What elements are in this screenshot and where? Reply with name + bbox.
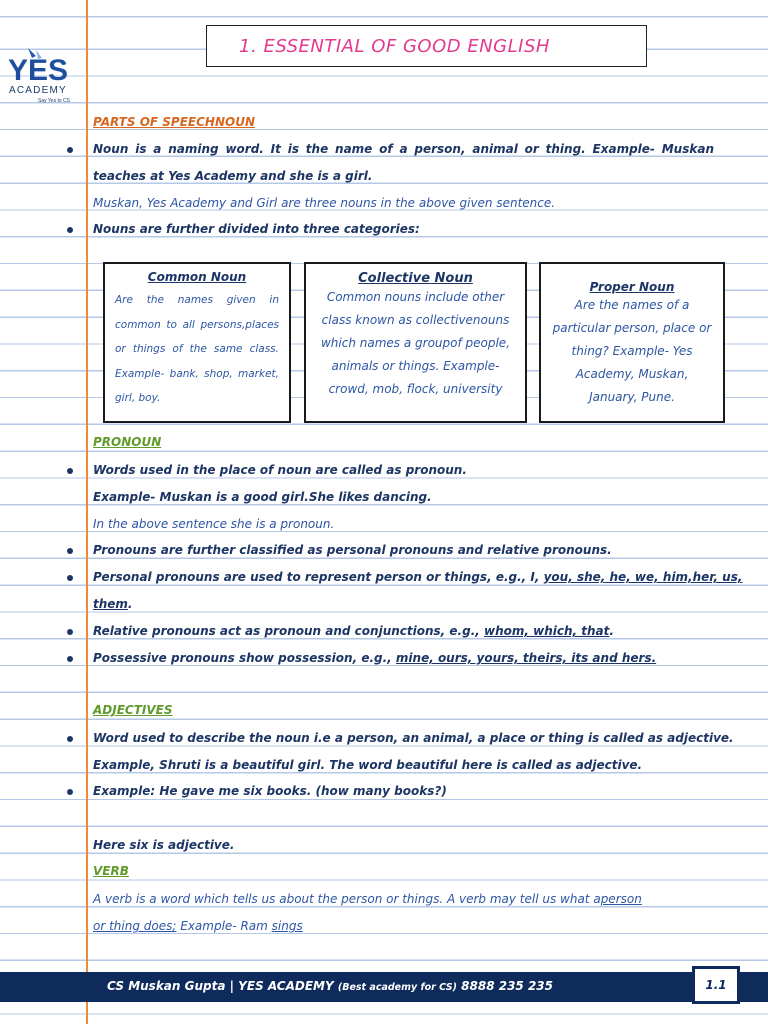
pronoun-bullet-2: Pronouns are further classified as personal pronouns and relative pronouns. xyxy=(93,543,612,557)
bullet xyxy=(67,736,73,742)
heading-pronoun: PRONOUN xyxy=(93,435,162,449)
adjectives-bullet-1-line-2: Example, Shruti is a beautiful girl. The word beautiful here is called as adjective. xyxy=(93,758,643,772)
noun-bullet-1-line-1: Noun is a naming word. It is the name of a person, animal or thing. Example- Muskan xyxy=(93,142,714,156)
pronoun-example: Example- Muskan is a good girl.She likes dancing. xyxy=(93,490,432,504)
common-noun-body: Are the names given in common to all persons,places or things of the same class. Example- bank, shop, market, girl, boy. xyxy=(115,294,279,404)
logo-sub: ACADEMY xyxy=(9,85,67,96)
margin-line xyxy=(86,0,88,1024)
bullet xyxy=(67,575,73,581)
pronoun-bullet-3-cont: them. xyxy=(93,597,133,611)
bullet xyxy=(67,227,73,233)
common-noun-title: Common Noun xyxy=(147,270,247,284)
noun-bullet-1-line-2: teaches at Yes Academy and she is a girl. xyxy=(93,169,373,183)
collective-noun-body: Common nouns include other class known as collectivenouns which names a groupof people, animals or things. Example- crowd, mob, flock, university xyxy=(320,290,511,396)
heading-adjectives: ADJECTIVES xyxy=(93,703,173,717)
pronoun-bullet-3: Personal pronouns are used to represent person or things, e.g., I, you, she, he, we, him,her, us, xyxy=(93,570,743,584)
proper-noun-body: Are the names of a particular person, place or thing? Example- Yes Academy, Muskan, January, Pune. xyxy=(552,298,712,404)
noun-note: Muskan, Yes Academy and Girl are three nouns in the above given sentence. xyxy=(93,196,556,210)
collective-noun-title: Collective Noun xyxy=(358,271,473,286)
heading-parts-of-speech: PARTS OF SPEECHNOUN xyxy=(93,115,255,129)
proper-noun-title: Proper Noun xyxy=(589,280,675,294)
footer-text: CS Muskan Gupta | YES ACADEMY (Best academy for CS) 8888 235 235 xyxy=(107,979,553,993)
pronoun-bullet-4: Relative pronouns act as pronoun and conjunctions, e.g., whom, which, that. xyxy=(93,624,614,638)
verb-line-1: A verb is a word which tells us about the person or things. A verb may tell us what aperson xyxy=(93,892,642,906)
bullet xyxy=(67,656,73,662)
bullet xyxy=(67,629,73,635)
collective-noun-box xyxy=(304,262,527,423)
pronoun-bullet-1: Words used in the place of noun are called as pronoun. xyxy=(93,463,467,477)
bullet xyxy=(67,147,73,153)
pronoun-bullet-5: Possessive pronouns show possession, e.g., mine, ours, yours, theirs, its and hers. xyxy=(93,651,657,665)
logo-tagline: Say Yes to CS xyxy=(38,98,70,104)
title-box xyxy=(206,25,647,67)
bullet xyxy=(67,468,73,474)
common-noun-box xyxy=(103,262,291,423)
bullet xyxy=(67,548,73,554)
noun-bullet-2: Nouns are further divided into three categories: xyxy=(93,222,420,236)
verb-line-2: or thing does; Example- Ram sings xyxy=(93,919,303,933)
adjectives-bullet-1-line-1: Word used to describe the noun i.e a person, an animal, a place or thing is called as adjective. xyxy=(93,731,734,745)
heading-verb: VERB xyxy=(93,864,129,878)
page-title: 1. ESSENTIAL OF GOOD ENGLISH xyxy=(239,35,550,57)
footer-bar xyxy=(0,972,768,1002)
bullet xyxy=(67,789,73,795)
logo-brand: YES xyxy=(8,54,69,87)
page-number: 1.1 xyxy=(692,966,740,1004)
proper-noun-box xyxy=(539,262,725,423)
pronoun-note: In the above sentence she is a pronoun. xyxy=(93,517,335,531)
adjectives-note: Here six is adjective. xyxy=(93,838,235,852)
adjectives-bullet-2: Example: He gave me six books. (how many books?) xyxy=(93,784,447,798)
yes-academy-logo xyxy=(6,46,86,106)
